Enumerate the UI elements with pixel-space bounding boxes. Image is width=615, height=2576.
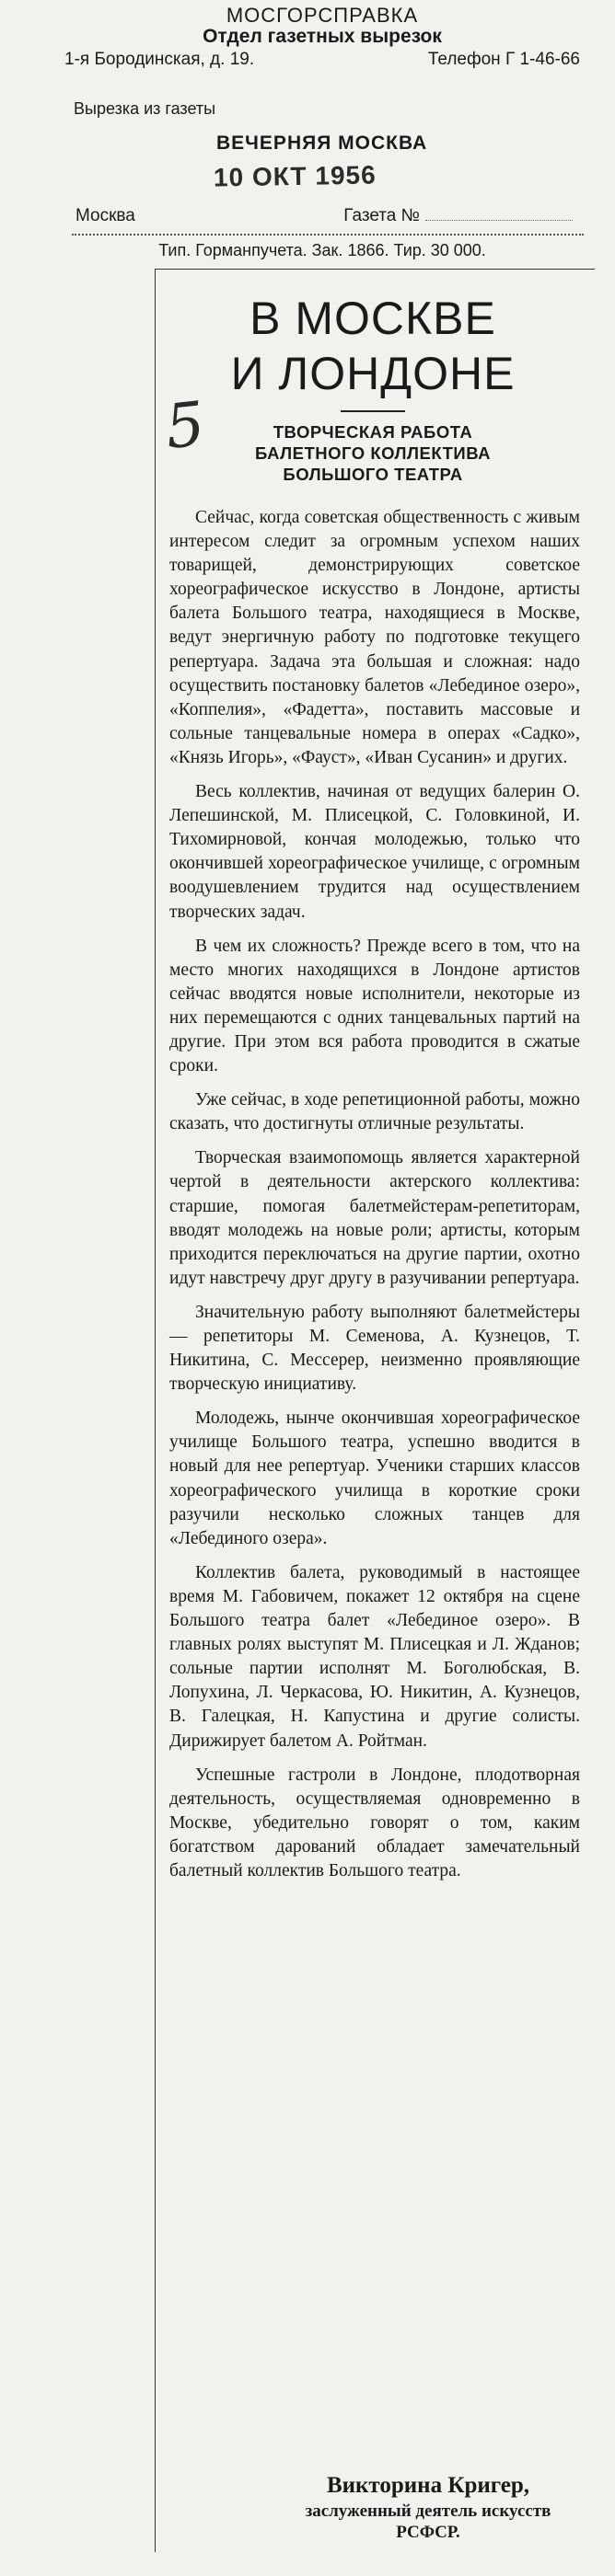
- signature-block: [276, 2471, 580, 2543]
- paragraph: Творческая взаимопомощь является характерной чертой в деятельности актерского коллектива: старшие, помогая балетмейстерам-репетиторам, вводят молодежь на новые роли; артисты, которым приходится переключаться на другие партии, охотно идут навстречу друг другу в разучивании репертуара.: [169, 1148, 580, 1288]
- address-line: [64, 50, 580, 70]
- gazette-label: Газета №: [343, 206, 420, 225]
- newspaper-name: ВЕЧЕРНЯЯ МОСКВА: [216, 132, 428, 154]
- date-stamp: 10 ОКТ 1956: [213, 160, 377, 192]
- city: Москва: [75, 206, 135, 225]
- dotted-divider: [72, 234, 584, 236]
- gazette-number-field: [343, 206, 573, 226]
- headline-line-1: В МОСКВЕ: [249, 293, 496, 344]
- clipping-source-label: Вырезка из газеты: [74, 99, 216, 118]
- author-title: заслуженный деятель искусств РСФСР.: [305, 2501, 551, 2542]
- department-name: Отдел газетных вырезок: [203, 26, 442, 47]
- paragraph: Сейчас, когда советская общественность с живым интересом следит за огромным успехом наших товарищей, демонстрирующих советское хореографическое искусство в Лондоне, артисты балета Большого театра, находящиеся в Москве, ведут энергичную работу по подготовке текущего репертуара. Задача эта большая и сложная: надо осуществить постановку балетов «Лебединое озеро», «Коппелия», «Фадетта», поставить массовые и сольные танцевальные номера в операх «Садко», «Князь Игорь», «Фауст», «Иван Сусанин» и других.: [169, 508, 580, 767]
- headline: [175, 291, 571, 401]
- organization-name: МОСГОРСПРАВКА: [226, 4, 419, 27]
- paragraph: Значительную работу выполняют балетмейстеры — репетиторы М. Семенова, А. Кузнецов, Т. Никитина, С. Мессерер, неизменно проявляющие творческую инициативу.: [169, 1302, 580, 1395]
- paragraph: Весь коллектив, начиная от ведущих балерин О. Лепешинской, М. Плисецкой, С. Головкиной, И. Тихомирновой, кончая молодежью, только что окончившей хореографическое училище, с огромным воодушевлением трудится над осуществлением творческих задач.: [169, 782, 580, 922]
- paragraph: Молодежь, нынче окончившая хореографическое училище Большого театра, успешно вводится в новый для нее репертуар. Ученики старших классов хореографического училища в короткие сроки разучили несколько сложных танцев для «Лебединого озера».: [169, 1409, 580, 1548]
- subheadline: ТВОРЧЕСКАЯ РАБОТА БАЛЕТНОГО КОЛЛЕКТИВА БОЛЬШОГО ТЕАТРА: [255, 422, 491, 484]
- paragraph: Уже сейчас, в ходе репетиционной работы, можно сказать, что достигнуты отличные результаты.: [169, 1090, 580, 1134]
- headline-line-2: И ЛОНДОНЕ: [230, 348, 516, 399]
- city-line: [75, 206, 573, 226]
- handwritten-number: 5: [162, 388, 208, 463]
- paragraph: В чем их сложность? Прежде всего в том, что на место многих находящихся в Лондоне артистов сейчас вводятся новые исполнители, некоторые из них перемещаются с одних танцевальных партий на другие. При этом вся работа проводится в сжатые сроки.: [169, 936, 580, 1076]
- gazette-number-blank: [425, 220, 573, 221]
- article-body: [169, 506, 580, 1893]
- paragraph: Коллектив балета, руководимый в настоящее время М. Габовичем, покажет 12 октября на сцене Большого театра балет «Лебединое озеро». В главных ролях выступят М. Плисецкая и Л. Жданов; сольные партии исполнят М. Боголюбская, В. Лопухина, Л. Черкасова, Ю. Никитин, А. Кузнецов, В. Галецкая, Н. Капустина и другие солисты. Дирижирует балетом А. Ройтман.: [169, 1562, 580, 1751]
- author-name: Викторина Кригер,: [326, 2473, 530, 2498]
- print-info: Тип. Горманпучета. Зак. 1866. Тир. 30 000.: [158, 241, 486, 259]
- headline-rule: [341, 410, 405, 412]
- paragraph: Успешные гастроли в Лондоне, плодотворная деятельность, осуществляемая одновременно в Москве, убедительно говорят о том, каким богатством дарований обладает замечательный балетный коллектив Большого театра.: [169, 1765, 580, 1880]
- phone: Телефон Г 1-46-66: [427, 50, 580, 69]
- address: 1-я Бородинская, д. 19.: [64, 50, 255, 69]
